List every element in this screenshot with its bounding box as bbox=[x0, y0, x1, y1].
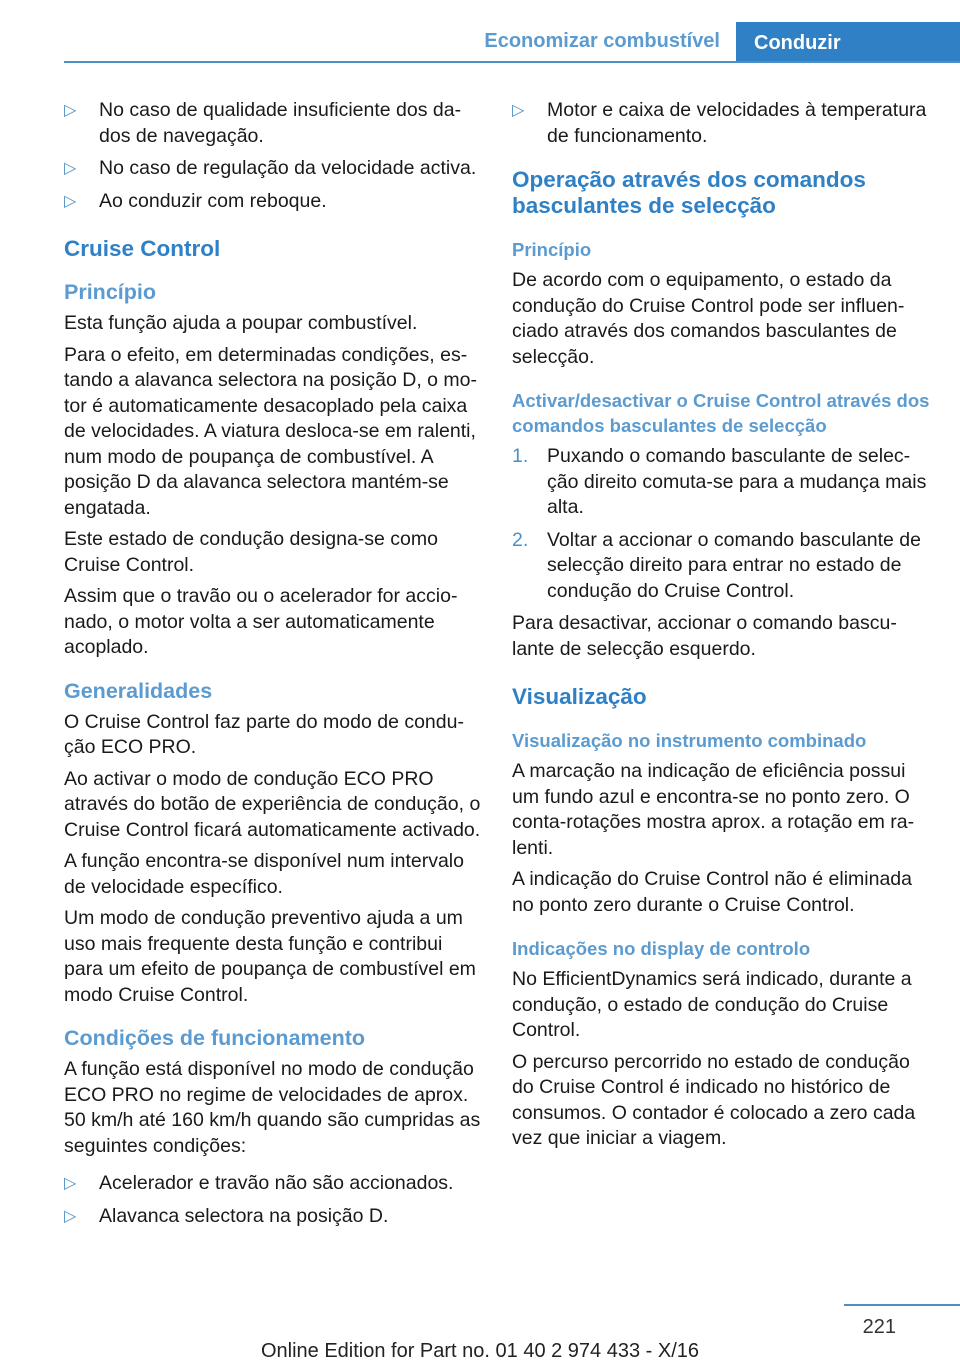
bullet-list bbox=[64, 1171, 482, 1229]
paragraph: Um modo de condução preventivo ajuda a um uso mais frequente desta função e contribui para um efeito de poupança de combustível em modo Cruise Control. bbox=[64, 907, 476, 1006]
triangle-bullet-icon: ▷ bbox=[64, 160, 77, 177]
triangle-bullet-icon: ▷ bbox=[64, 1207, 77, 1225]
page-footer bbox=[0, 1300, 960, 1362]
heading-display-controlo: Indicações no display de controlo bbox=[512, 938, 811, 959]
list-item: ▷ Motor e caixa de velocidades à temperatura de funcionamento. bbox=[512, 99, 927, 147]
numbered-list bbox=[512, 444, 930, 604]
page-header bbox=[0, 0, 960, 62]
list-item: ▷ No caso de regulação da velocidade activa. bbox=[64, 156, 482, 182]
paragraph: O percurso percorrido no estado de condução do Cruise Control é indicado no histórico de consumos. O contador é colocado a zero cada vez que iniciar a viagem. bbox=[512, 1050, 916, 1149]
heading-generalidades: Generalidades bbox=[64, 678, 213, 703]
heading-operacao: Operação através dos comandos basculantes de selecção bbox=[512, 167, 866, 218]
bullet-list bbox=[64, 98, 482, 214]
header-rule bbox=[64, 61, 960, 63]
heading-principio: Princípio bbox=[512, 239, 592, 260]
heading-visualizacao: Visualização bbox=[512, 684, 647, 709]
heading-instrumento-combinado: Visualização no instrumento combinado bbox=[512, 730, 867, 751]
list-item: ▷ Ao conduzir com reboque. bbox=[64, 189, 482, 215]
paragraph: A indicação do Cruise Control não é eliminada no ponto zero durante o Cruise Control. bbox=[512, 868, 912, 916]
left-column bbox=[64, 98, 482, 1243]
bullet-list bbox=[512, 98, 930, 149]
step-number: 2. bbox=[512, 528, 529, 551]
heading-principio: Princípio bbox=[64, 280, 156, 304]
triangle-bullet-icon: ▷ bbox=[64, 102, 77, 119]
triangle-bullet-icon: ▷ bbox=[512, 102, 525, 119]
paragraph: Assim que o travão ou o acelerador for accionado, o motor volta a ser automaticamente acoplado. bbox=[64, 585, 458, 658]
paragraph: Ao activar o modo de condução ECO PRO através do botão de experiência de condução, o Cruise Control ficará automaticamente activado. bbox=[64, 767, 481, 841]
paragraph: De acordo com o equipamento, o estado da condução do Cruise Control pode ser influenciado através dos comandos basculantes de selecção. bbox=[512, 269, 905, 368]
list-item: ▷ Acelerador e travão não são accionados. bbox=[64, 1171, 482, 1197]
paragraph: Para desactivar, accionar o comando basculante de selecção esquerdo. bbox=[512, 612, 897, 660]
paragraph: Este estado de condução designa-se como Cruise Control. bbox=[64, 528, 438, 576]
paragraph: O Cruise Control faz parte do modo de condução ECO PRO. bbox=[64, 710, 464, 758]
heading-activar-desactivar: Activar/desactivar o Cruise Control através dos comandos basculantes de selecção bbox=[512, 390, 930, 436]
paragraph: No EfficientDynamics será indicado, durante a condução, o estado de condução do Cruise Control. bbox=[512, 968, 912, 1041]
heading-condicoes: Condições de funcionamento bbox=[64, 1026, 366, 1050]
list-item: 2. Voltar a accionar o comando basculante de selecção direito para entrar no estado de condução do Cruise Control. bbox=[512, 528, 921, 602]
list-item: ▷ Alavanca selectora na posição D. bbox=[64, 1204, 482, 1230]
triangle-bullet-icon: ▷ bbox=[64, 1175, 77, 1192]
paragraph: Para o efeito, em determinadas condições, estando a alavanca selectora na posição D, o motor é automaticamente desacoplado pela caixa de velocidades. A viatura desloca-se em ralenti, num modo de poupança de combustível. A posição D da alavanca selectora mantém-se engatada. bbox=[64, 343, 478, 519]
paragraph: A marcação na indicação de eficiência possui um fundo azul e encontra-se no ponto zero. O conta-rotações mostra aprox. a rotação em ralenti. bbox=[512, 760, 915, 859]
footer-rule bbox=[844, 1304, 960, 1306]
heading-cruise-control: Cruise Control bbox=[64, 236, 221, 261]
paragraph: Esta função ajuda a poupar combustível. bbox=[64, 312, 418, 334]
paragraph: A função encontra-se disponível num intervalo de velocidade específico. bbox=[64, 850, 464, 898]
right-column bbox=[512, 98, 930, 1158]
paragraph: A função está disponível no modo de condução ECO PRO no regime de velocidades de aprox. 50 km/h até 160 km/h quando são cumpridas as seguintes condições: bbox=[64, 1058, 481, 1157]
edition-footer: Online Edition for Part no. 01 40 2 974 433 - X/16 bbox=[260, 1340, 700, 1362]
page-number: 221 bbox=[862, 1316, 896, 1338]
list-item: ▷ No caso de qualidade insuficiente dos dados de navegação. bbox=[64, 99, 462, 147]
triangle-bullet-icon: ▷ bbox=[64, 192, 77, 210]
header-section-title: Economizar combustível bbox=[484, 30, 720, 52]
list-item: 1. Puxando o comando basculante de selecção direito comuta-se para a mudança mais alta. bbox=[512, 445, 927, 518]
header-chapter-tab: Conduzir bbox=[736, 22, 960, 62]
step-number: 1. bbox=[512, 445, 529, 467]
